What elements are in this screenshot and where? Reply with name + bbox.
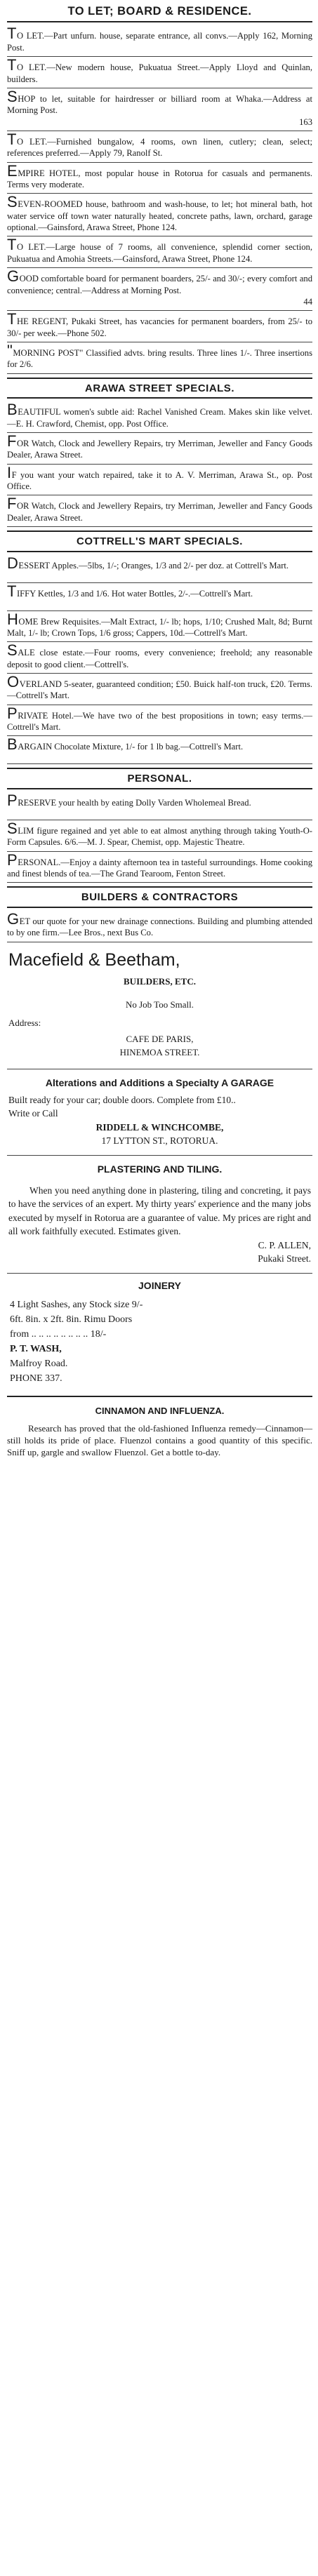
arawa-street-heading: ARAWA STREET SPECIALS. xyxy=(7,378,312,399)
personal-heading: PERSONAL. xyxy=(7,768,312,789)
classified-ad: FOR Watch, Clock and Jewellery Repairs, try Merriman, Jeweller and Fancy Goods Dealer, Arawa Street. xyxy=(7,433,312,465)
firm-tagline: No Job Too Small. xyxy=(125,999,194,1010)
classified-ad: "MORNING POST" Classified advts. bring results. Three lines 1/-. Three insertions for 2/6. xyxy=(7,342,312,374)
classified-ad: TO LET.—Part unfurn. house, separate entrance, all convs.—Apply 162, Morning Post. xyxy=(7,25,312,57)
classified-ad: IF you want your watch repaired, take it to A. V. Merriman, Arawa St., op. Post Office. xyxy=(7,465,312,496)
macefield-beetham-ad xyxy=(7,942,312,1069)
classified-ad: BARGAIN Chocolate Mixture, 1/- for 1 lb bag.—Cottrell's Mart. xyxy=(7,736,312,764)
arawa-ads xyxy=(7,401,312,527)
ad-headline: Alterations and Additions a Specialty A GARAGE xyxy=(45,1077,274,1089)
ad-reference: 44 xyxy=(303,296,312,307)
builders-ads xyxy=(7,911,312,942)
builders-heading: BUILDERS & CONTRACTORS xyxy=(7,886,312,908)
personal-ads xyxy=(7,792,312,883)
cottrells-ads xyxy=(7,555,312,765)
firm-address: Malfroy Road. xyxy=(10,1359,68,1370)
address-line: HINEMOA STREET. xyxy=(119,1047,200,1058)
firm-trade: BUILDERS, ETC. xyxy=(124,975,196,987)
ad-line: 4 Light Sashes, any Stock size 9/- xyxy=(10,1300,143,1311)
ad-line: Write or Call xyxy=(8,1108,58,1119)
address-line: CAFE DE PARIS, xyxy=(126,1034,194,1045)
classified-ad: EMPIRE HOTEL, most popular house in Rotorua for casuals and permanents. Terms very moderate. xyxy=(7,163,312,194)
classified-ad: TIFFY Kettles, 1/3 and 1/6. Hot water Bottles, 2/-.—Cottrell's Mart. xyxy=(7,583,312,611)
ad-line: Built ready for your car; double doors. Complete from £10.. xyxy=(8,1094,236,1105)
cottrells-heading: COTTRELL'S MART SPECIALS. xyxy=(7,530,312,552)
cinnamon-body: Research has proved that the old-fashioned Influenza remedy—Cinnamon—still holds its pride of place. Fluenzol contains a good quantity of this specific. Sniff up, gargle and swallow Fluenzol. Get a bottle to-day. xyxy=(7,1422,312,1457)
ad-line: 6ft. 8in. x 2ft. 8in. Rimu Doors xyxy=(10,1314,133,1326)
joinery-ad xyxy=(7,1274,312,1397)
classified-ad: HOME Brew Requisites.—Malt Extract, 1/- lb; hops, 1/10; Crushed Malt, 8d; Burnt Malt, 1/- lb; Crown Tops, 1/6 gross; Cappers, 10d.—Cottrell's Mart. xyxy=(7,611,312,643)
classified-ad: TO LET.—New modern house, Pukuatua Street.—Apply Lloyd and Quinlan, builders. xyxy=(7,57,312,88)
classified-ad: GOOD comfortable board for permanent boarders, 25/- and 30/-; every comfort and convenience; central.—Address at Morning Post. 44 xyxy=(7,268,312,311)
riddell-winchcombe-ad xyxy=(7,1069,312,1156)
ad-headline: JOINERY xyxy=(138,1279,181,1291)
classified-ad: SALE close estate.—Four rooms, every convenience; freehold; any reasonable deposit to good client.—Cottrell's. xyxy=(7,642,312,674)
ad-body: When you need anything done in plastering, tiling and concreting, it pays to have the services of an expert. My thirty years' experience and the many jobs executed by myself in Rotorua are a guarantee of value. My prices are right and all work faithfully executed. Estimates given. xyxy=(8,1184,311,1237)
address-label: Address: xyxy=(8,1017,41,1029)
plastering-ad xyxy=(7,1156,312,1274)
classified-ad: GET our quote for your new drainage connections. Building and plumbing attended to by one firm.—Lee Bros., next Bus Co. xyxy=(7,911,312,942)
ad-line: from .. .. .. .. .. .. .. .. 18/- xyxy=(10,1329,107,1340)
classified-ad: FOR Watch, Clock and Jewellery Repairs, try Merriman, Jeweller and Fancy Goods Dealer, Arawa Street. xyxy=(7,495,312,527)
firm-address: 17 LYTTON ST., ROTORUA. xyxy=(101,1135,218,1147)
classified-ad: TO LET.—Furnished bungalow, 4 rooms, own linen, cutlery; clean, select; references preferred.—Apply 79, Ranolf St. xyxy=(7,131,312,163)
classified-ad: DESSERT Apples.—5lbs, 1/-; Oranges, 1/3 and 2/- per doz. at Cottrell's Mart. xyxy=(7,555,312,583)
cinnamon-heading: CINNAMON AND INFLUENZA. xyxy=(95,1406,225,1417)
classified-ad: SEVEN-ROOMED house, bathroom and wash-house, to let; hot mineral bath, hot water service off town water naturally heated, concrete paths, lawn, orchard, garage optional.—Gainsford, Arawa Street, Phone 124. xyxy=(7,194,312,236)
classified-ad: PERSONAL.—Enjoy a dainty afternoon tea in tasteful surroundings. Home cooking and finest blends of tea.—The Grand Tearoom, Fenton Street. xyxy=(7,852,312,883)
classified-ad: OVERLAND 5-seater, guaranteed condition; £50. Buick half-ton truck, £20. Terms.—Cottrell's Mart. xyxy=(7,674,312,705)
to-let-ads xyxy=(7,25,312,373)
classified-ad: BEAUTIFUL women's subtle aid: Rachel Vanished Cream. Makes skin like velvet.—E. H. Crawford, Chemist, opp. Post Office. xyxy=(7,401,312,433)
ad-headline: PLASTERING AND TILING. xyxy=(97,1163,223,1175)
firm-phone: PHONE 337. xyxy=(10,1373,62,1384)
classified-ad: TO LET.—Large house of 7 rooms, all convenience, splendid corner section, Pukuatua and Amohia Streets.—Gainsford, Arawa Street, Phone 124. xyxy=(7,236,312,268)
to-let-heading: TO LET; BOARD & RESIDENCE. xyxy=(7,1,312,22)
firm-address: Pukaki Street. xyxy=(258,1253,311,1264)
classified-ad: PRIVATE Hotel.—We have two of the best propositions in town; easy terms.—Cottrell's Mart. xyxy=(7,705,312,737)
classified-ad: THE REGENT, Pukaki Street, has vacancies for permanent boarders, from 25/- to 30/- per week.—Phone 502. xyxy=(7,311,312,342)
firm-name: C. P. ALLEN, xyxy=(258,1239,311,1250)
firm-name: Macefield & Beetham, xyxy=(8,949,180,970)
classified-ad: PRESERVE your health by eating Dolly Varden Wholemeal Bread. xyxy=(7,792,312,820)
firm-name: P. T. WASH, xyxy=(10,1344,62,1355)
ad-reference: 163 xyxy=(299,116,312,127)
classified-ad: SHOP to let, suitable for hairdresser or billiard room at Whaka.—Address at Morning Post. 163 xyxy=(7,88,312,131)
classified-ad: SLIM figure regained and yet able to eat almost anything through taking Youth-O-Form Capsules. 6/6.—M. J. Spear, Chemist, opp. Majestic Theatre. xyxy=(7,820,312,852)
firm-name: RIDDELL & WINCHCOMBE, xyxy=(95,1121,224,1133)
